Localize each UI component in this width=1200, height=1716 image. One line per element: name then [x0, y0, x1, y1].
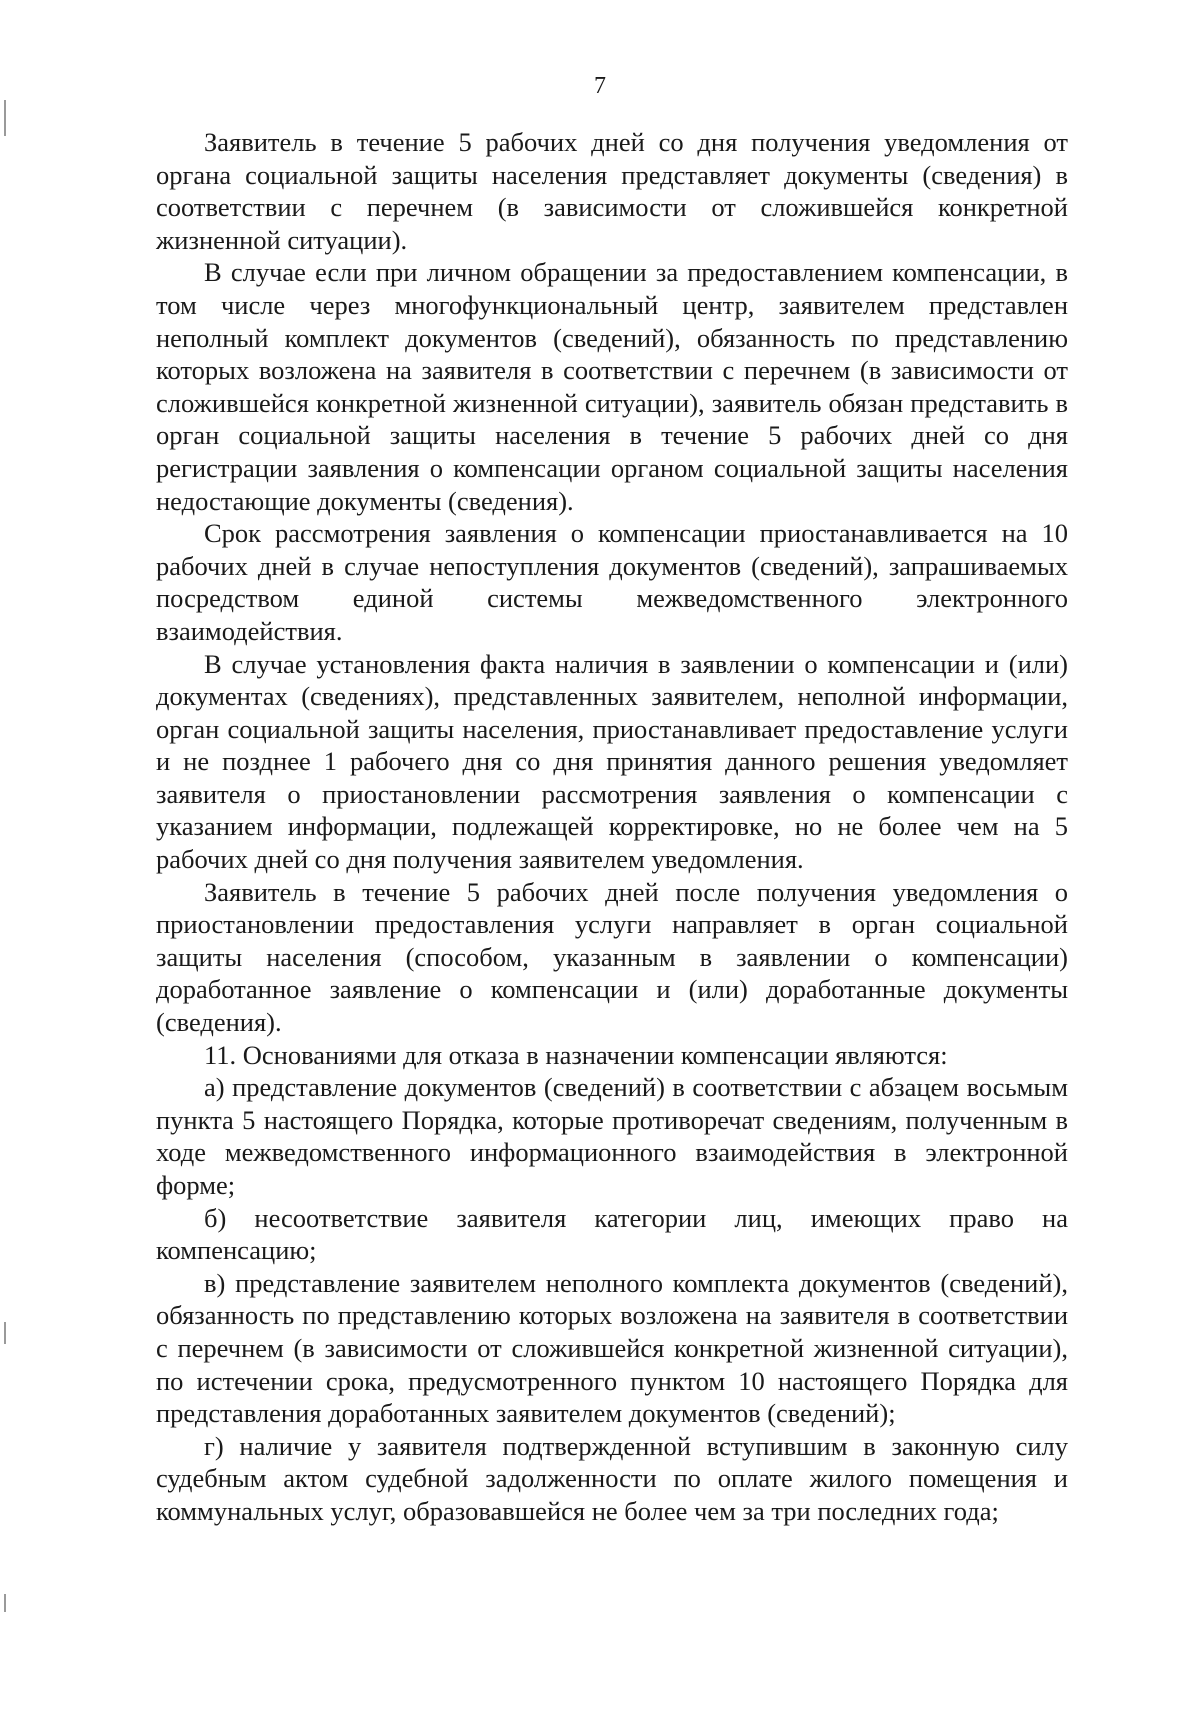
paragraph: Заявитель в течение 5 рабочих дней после получения уведомления о приостановлении предоставления услуги направляет в орган социальной защиты населения (способом, указанным в заявлении о компенсации) доработанное заявление о компенсации и (или) доработанные документы (сведения).	[156, 876, 1068, 1038]
paragraph: В случае установления факта наличия в заявлении о компенсации и (или) документах (сведениях), представленных заявителем, неполной информации, орган социальной защиты населения, приостанавливает предоставление услуги и не позднее 1 рабочего дня со дня принятия данного решения уведомляет заявителя о приостановлении рассмотрения заявления о компенсации с указанием информации, подлежащей корректировке, но не более чем на 5 рабочих дней со дня получения заявителем уведомления.	[156, 648, 1068, 875]
list-item-v: в) представление заявителем неполного комплекта документов (сведений), обязанность по представлению которых возложена на заявителя в соответствии с перечнем (в зависимости от сложившейся конкретной жизненной ситуации), по истечении срока, предусмотренного пунктом 10 настоящего Порядка для представления доработанных заявителем документов (сведений);	[156, 1267, 1068, 1429]
list-item-a: а) представление документов (сведений) в соответствии с абзацем восьмым пункта 5 настоящего Порядка, которые противоречат сведениям, полученным в ходе межведомственного информационного взаимодействия в электронной форме;	[156, 1072, 1068, 1200]
scan-edge-mark	[4, 1322, 6, 1344]
list-item-b: б) несоответствие заявителя категории лиц, имеющих право на компенсацию;	[156, 1202, 1068, 1266]
paragraph: Срок рассмотрения заявления о компенсации приостанавливается на 10 рабочих дней в случае непоступления документов (сведений), запрашиваемых посредством единой системы межведомственного электронного взаимодействия.	[156, 518, 1068, 646]
paragraph: Заявитель в течение 5 рабочих дней со дня получения уведомления от органа социальной защиты населения представляет документы (сведения) в соответствии с перечнем (в зависимости от сложившейся конкретной жизненной ситуации).	[156, 127, 1068, 255]
scan-edge-mark	[4, 100, 6, 136]
scan-edge-mark	[4, 1594, 6, 1612]
page-number: 7	[594, 73, 606, 99]
paragraph-section-11: 11. Основаниями для отказа в назначении компенсации являются:	[204, 1039, 948, 1070]
list-item-g: г) наличие у заявителя подтвержденной вступившим в законную силу судебным актом судебной задолженности по оплате жилого помещения и коммунальных услуг, образовавшейся не более чем за три последних года;	[156, 1430, 1068, 1526]
paragraph: В случае если при личном обращении за предоставлением компенсации, в том числе через многофункциональный центр, заявителем представлен неполный комплект документов (сведений), обязанность по представлению которых возложена на заявителя в соответствии с перечнем (в зависимости от сложившейся конкретной жизненной ситуации), заявитель обязан представить в орган социальной защиты населения в течение 5 рабочих дней со дня регистрации заявления о компенсации органом социальной защиты населения недостающие документы (сведения).	[156, 257, 1068, 516]
document-body	[156, 126, 1068, 1528]
